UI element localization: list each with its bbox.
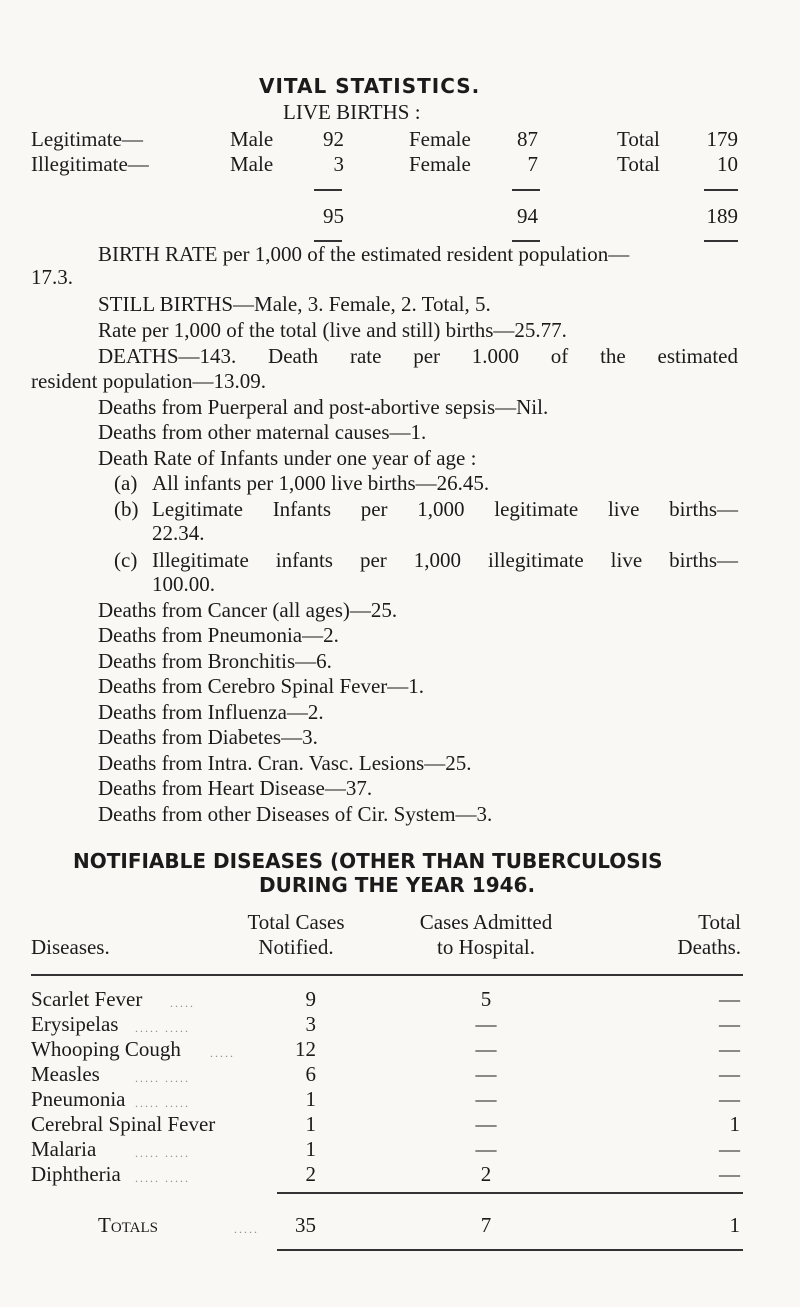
disease-name: Malaria <box>31 1137 97 1161</box>
cell-admitted: — <box>475 1037 497 1061</box>
header-deaths-line-1: Total <box>698 910 741 934</box>
header-notified-line-1: Total Cases <box>247 910 345 934</box>
cell-admitted: — <box>475 1062 497 1086</box>
disease-name: Measles <box>31 1062 100 1086</box>
cell-deaths: — <box>719 1087 740 1111</box>
disease-name: Whooping Cough <box>31 1037 181 1061</box>
illegitimate-total-value: 10 <box>717 152 738 176</box>
item-c-label: (c) <box>114 548 138 572</box>
birth-rate-line-2: 17.3. <box>31 265 73 289</box>
legitimate-female-label: Female <box>409 127 471 151</box>
totals-leader-dots: ..... <box>234 1222 259 1236</box>
header-admitted-line-1: Cases Admitted <box>419 910 553 934</box>
cell-admitted: — <box>475 1012 497 1036</box>
cause-line-bronchitis: Deaths from Bronchitis—6. <box>98 649 332 673</box>
item-b-label: (b) <box>114 497 139 521</box>
leader-dots: ..... ..... <box>135 1171 190 1185</box>
cause-line-intra-cran: Deaths from Intra. Cran. Vasc. Lesions—25. <box>98 751 472 775</box>
cell-admitted: — <box>475 1137 497 1161</box>
header-notified-line-2: Notified. <box>258 935 334 959</box>
item-c-text-line-2: 100.00. <box>152 572 215 596</box>
cell-admitted: 2 <box>480 1162 492 1186</box>
cell-notified: 12 <box>295 1037 316 1061</box>
item-b-text-line-1: Legitimate Infants per 1,000 legitimate live births— <box>152 497 738 521</box>
deaths-line-1: DEATHS—143. Death rate per 1.000 of the estimated <box>98 344 738 368</box>
cell-notified: 1 <box>305 1087 316 1111</box>
illegitimate-male-value: 3 <box>333 152 344 176</box>
cause-line-heart-disease: Deaths from Heart Disease—37. <box>98 776 373 800</box>
cell-deaths: — <box>719 987 740 1011</box>
totals-bottom-rule <box>277 1249 743 1251</box>
legitimate-total-label: Total <box>617 127 660 151</box>
item-c-text-line-1: Illegitimate infants per 1,000 illegitimate live births— <box>152 548 738 572</box>
birth-rate-line-1: BIRTH RATE per 1,000 of the estimated resident population— <box>98 242 630 266</box>
sum-rule-total <box>704 189 738 191</box>
illegitimate-label: Illegitimate— <box>31 152 149 176</box>
cell-notified: 1 <box>305 1112 316 1136</box>
illegitimate-total-label: Total <box>617 152 660 176</box>
leader-dots: ..... ..... <box>135 1096 190 1110</box>
leader-dots: ..... <box>170 996 195 1010</box>
cell-admitted: — <box>475 1087 497 1111</box>
double-rule-total <box>704 240 738 242</box>
cause-line-cerebro-spinal: Deaths from Cerebro Spinal Fever—1. <box>98 674 425 698</box>
table-header-rule <box>31 974 743 976</box>
cause-line-diabetes: Deaths from Diabetes—3. <box>98 725 318 749</box>
illegitimate-female-label: Female <box>409 152 471 176</box>
sum-male-value: 95 <box>323 204 344 228</box>
illegitimate-male-label: Male <box>230 152 274 176</box>
cell-admitted: 5 <box>480 987 492 1011</box>
disease-name: Diphtheria <box>31 1162 121 1186</box>
cell-deaths: — <box>719 1162 740 1186</box>
vital-statistics-title: VITAL STATISTICS. <box>259 74 481 98</box>
notifiable-title-line-1: NOTIFIABLE DISEASES (OTHER THAN TUBERCULOSIS <box>73 849 663 873</box>
totals-top-rule <box>277 1192 743 1194</box>
disease-name: Pneumonia <box>31 1087 126 1111</box>
header-deaths-line-2: Deaths. <box>677 935 741 959</box>
cell-deaths: — <box>719 1012 740 1036</box>
disease-name: Scarlet Fever <box>31 987 143 1011</box>
sum-total-value: 189 <box>706 204 738 228</box>
cause-line-pneumonia: Deaths from Pneumonia—2. <box>98 623 339 647</box>
notifiable-title-line-2: DURING THE YEAR 1946. <box>259 873 536 897</box>
cell-notified: 1 <box>305 1137 316 1161</box>
totals-label: Totals <box>98 1213 158 1237</box>
totals-admitted: 7 <box>480 1213 492 1237</box>
item-b-text-line-2: 22.34. <box>152 521 205 545</box>
illegitimate-female-value: 7 <box>527 152 538 176</box>
leader-dots: ..... ..... <box>135 1021 190 1035</box>
legitimate-male-label: Male <box>230 127 274 151</box>
still-births-line: STILL BIRTHS—Male, 3. Female, 2. Total, 5. <box>98 292 491 316</box>
cause-line-cancer: Deaths from Cancer (all ages)—25. <box>98 598 398 622</box>
cell-notified: 3 <box>305 1012 316 1036</box>
sum-rule-female <box>512 189 540 191</box>
live-births-subtitle: LIVE BIRTHS : <box>283 100 421 124</box>
disease-name: Cerebral Spinal Fever <box>31 1112 216 1136</box>
deaths-line-2: resident population—13.09. <box>31 369 267 393</box>
cell-notified: 9 <box>305 987 316 1011</box>
legitimate-female-value: 87 <box>517 127 538 151</box>
item-a-text: All infants per 1,000 live births—26.45. <box>152 471 490 495</box>
disease-name: Erysipelas <box>31 1012 119 1036</box>
legitimate-total-value: 179 <box>706 127 738 151</box>
cell-notified: 6 <box>305 1062 316 1086</box>
cell-notified: 2 <box>305 1162 316 1186</box>
cause-line-influenza: Deaths from Influenza—2. <box>98 700 324 724</box>
cell-deaths: — <box>719 1062 740 1086</box>
sum-rule-male <box>314 189 342 191</box>
legitimate-male-value: 92 <box>323 127 344 151</box>
rate-total-births-line: Rate per 1,000 of the total (live and still) births—25.77. <box>98 318 567 342</box>
cell-deaths: — <box>719 1037 740 1061</box>
maternal-causes-line: Deaths from other maternal causes—1. <box>98 420 427 444</box>
cell-deaths: 1 <box>729 1112 740 1136</box>
item-a-label: (a) <box>114 471 138 495</box>
leader-dots: ..... <box>210 1046 235 1060</box>
cause-line-circulatory: Deaths from other Diseases of Cir. System—3. <box>98 802 493 826</box>
infant-death-rate-line: Death Rate of Infants under one year of age : <box>98 446 477 470</box>
puerperal-sepsis-line: Deaths from Puerperal and post-abortive sepsis—Nil. <box>98 395 549 419</box>
totals-notified: 35 <box>295 1213 316 1237</box>
cell-admitted: — <box>475 1112 497 1136</box>
leader-dots: ..... ..... <box>135 1146 190 1160</box>
header-admitted-line-2: to Hospital. <box>437 935 535 959</box>
header-diseases: Diseases. <box>31 935 110 959</box>
legitimate-label: Legitimate— <box>31 127 143 151</box>
leader-dots: ..... ..... <box>135 1071 190 1085</box>
cell-deaths: — <box>719 1137 740 1161</box>
sum-female-value: 94 <box>517 204 538 228</box>
totals-deaths: 1 <box>729 1213 740 1237</box>
